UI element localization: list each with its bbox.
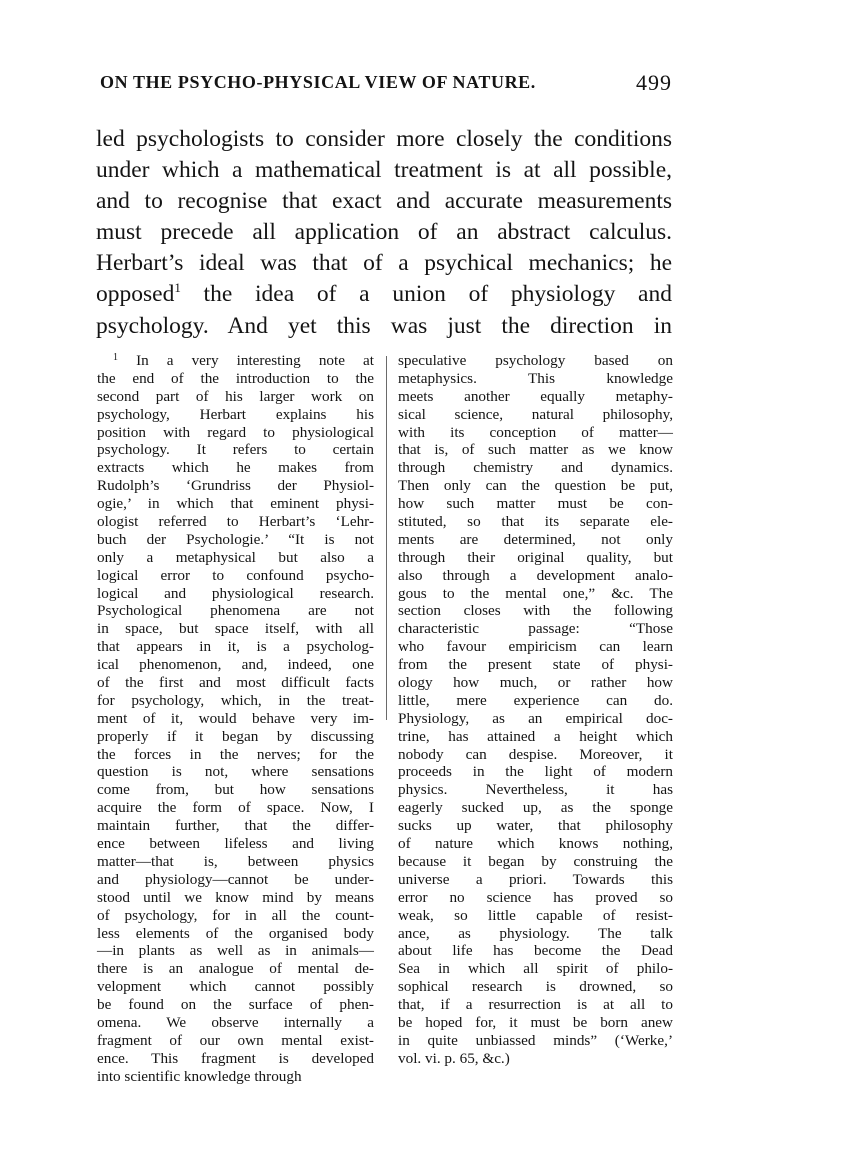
footnote-line: eagerly sucked up, as the sponge <box>398 799 673 817</box>
running-header <box>100 72 672 102</box>
footnote-line: ance, as physiology. The talk <box>398 924 673 942</box>
footnote-line: into scientific knowledge through <box>97 1067 302 1085</box>
footnote-line: weak, so little capable of resist- <box>398 906 673 924</box>
footnote-line: sucks up water, that philosophy <box>398 817 673 835</box>
footnote-line: that appears in it, is a psycholog- <box>97 638 374 656</box>
footnote-line: ology how much, or rather how <box>398 674 673 692</box>
footnote-line: omena. We observe internally a <box>97 1013 374 1031</box>
footnote-line: matter—that is, between physics <box>97 852 374 870</box>
footnote-line: come from, but how sensations <box>97 781 374 799</box>
footnote-line: question is not, where sensations <box>97 763 374 781</box>
footnote-line: in quite unbiassed minds” (‘Werke,’ <box>398 1031 673 1049</box>
footnote-right-column <box>398 352 673 1068</box>
footnote-line: Then only can the question be put, <box>398 477 673 495</box>
footnote-line: from the present state of physi- <box>398 656 673 674</box>
footnote-line: Sea in which all spirit of philo- <box>398 960 673 978</box>
footnote-line: universe a priori. Towards this <box>398 870 673 888</box>
footnote-line: Physiology, as an empirical doc- <box>398 709 673 727</box>
footnote-line: vol. vi. p. 65, &c.) <box>398 1049 510 1067</box>
footnote-line: there is an analogue of mental de- <box>97 960 374 978</box>
footnote-line: the end of the introduction to the <box>97 369 374 387</box>
footnote-line: of psychology, for in all the count- <box>97 906 374 924</box>
footnote-line: physics. Nevertheless, it has <box>398 781 673 799</box>
footnote-line: the forces in the nerves; for the <box>97 745 374 763</box>
footnote-line: stituted, so that its separate ele- <box>398 513 673 531</box>
body-line: and to recognise that exact and accurate measurements <box>96 188 672 215</box>
body-line: led psychologists to consider more closely the conditions <box>96 126 672 152</box>
footnote-line: about life has become the Dead <box>398 942 673 960</box>
footnote-line: Psychological phenomena are not <box>97 602 374 620</box>
footnote-line: ments are determined, not only <box>398 530 673 548</box>
footnote-line: nobody can despise. Moreover, it <box>398 745 673 763</box>
footnote-line: through their original quality, but <box>398 548 673 566</box>
body-line: under which a mathematical treatment is at all possible, <box>96 157 672 184</box>
footnote-line: only a metaphysical but also a <box>97 548 374 566</box>
body-line-start: opposed <box>96 281 175 308</box>
footnote-line: properly if it began by discussing <box>97 727 374 745</box>
footnote-line: gous to the mental one,” &c. The <box>398 584 673 602</box>
footnote-line: with its conception of matter— <box>398 423 673 441</box>
footnote-line: section closes with the following <box>398 602 673 620</box>
footnote-left-column <box>97 352 374 1086</box>
footnote-line: of nature which knows nothing, <box>398 835 673 853</box>
column-divider <box>386 356 387 720</box>
footnote-block <box>97 352 673 1085</box>
running-title: ON THE PSYCHO-PHYSICAL VIEW OF NATURE. <box>100 72 536 92</box>
footnote-line: proceeds in the light of modern <box>398 763 673 781</box>
footnote-line: error no science has proved so <box>398 888 673 906</box>
footnote-line: trine, has attained a height which <box>398 727 673 745</box>
footnote-line: acquire the form of space. Now, I <box>97 799 374 817</box>
footnote-line: buch der Psychologie.’ “It is not <box>97 530 374 548</box>
body-line-with-footnote-ref <box>96 279 672 310</box>
footnote-line: psychology. It refers to certain <box>97 441 374 459</box>
footnote-line: —in plants as well as in animals— <box>97 942 374 960</box>
footnote-line: ence between lifeless and living <box>97 835 374 853</box>
footnote-line: sophical research is drowned, so <box>398 978 673 996</box>
footnote-line: extracts which he makes from <box>97 459 374 477</box>
footnote-line: ence. This fragment is developed <box>97 1049 374 1067</box>
footnote-line: ogie,’ in which that eminent physi- <box>97 495 374 513</box>
footnote-line: ical phenomenon, and, indeed, one <box>97 656 374 674</box>
body-line: must precede all application of an abstract calculus. <box>96 219 672 246</box>
footnote-line: stood until we know mind by means <box>97 888 374 906</box>
footnote-line: velopment which cannot possibly <box>97 978 374 996</box>
body-line-end: the idea of a union of physiology and <box>180 281 672 308</box>
footnote-line: that, if a resurrection is at all to <box>398 996 673 1014</box>
footnote-line: that is, of such matter as we know <box>398 441 673 459</box>
footnote-line: be found on the surface of phen- <box>97 996 374 1014</box>
footnote-line: metaphysics. This knowledge <box>398 369 673 387</box>
footnote-line: for psychology, which, in the treat- <box>97 691 374 709</box>
footnote-line: sical science, natural philosophy, <box>398 405 673 423</box>
footnote-line: less elements of the organised body <box>97 924 374 942</box>
footnote-line: who favour empiricism can learn <box>398 638 673 656</box>
footnote-line: second part of his larger work on <box>97 387 374 405</box>
footnote-line: be hoped for, it must be born anew <box>398 1013 673 1031</box>
footnote-line: maintain further, that the differ- <box>97 817 374 835</box>
footnote-line: In a very interesting note at <box>118 352 374 369</box>
footnote-line: ment of it, would behave very im- <box>97 709 374 727</box>
page-number: 499 <box>636 70 672 95</box>
footnote-marker: 1 <box>113 352 118 363</box>
footnote-line: how such matter must be con- <box>398 495 673 513</box>
footnote-line: logical error to confound psycho- <box>97 566 374 584</box>
footnote-line: speculative psychology based on <box>398 352 673 369</box>
footnote-line: also through a development analo- <box>398 566 673 584</box>
footnote-line: characteristic passage: “Those <box>398 620 673 638</box>
footnote-line: ologist referred to Herbart’s ‘Lehr- <box>97 513 374 531</box>
body-line: Herbart’s ideal was that of a psychical mechanics; he <box>96 250 672 277</box>
footnote-line: Rudolph’s ‘Grundriss der Physiol- <box>97 477 374 495</box>
body-line: psychology. And yet this was just the direction in <box>96 312 672 339</box>
footnote-line: little, mere experience can do. <box>398 691 673 709</box>
footnote-first-line <box>97 352 374 370</box>
footnote-line: and physiology—cannot be under- <box>97 870 374 888</box>
footnote-line: in space, but space itself, with all <box>97 620 374 638</box>
footnote-line: because it began by construing the <box>398 852 673 870</box>
footnote-line: meets another equally metaphy- <box>398 387 673 405</box>
footnote-line: position with regard to physiological <box>97 423 374 441</box>
footnote-line: fragment of our own mental exist- <box>97 1031 374 1049</box>
footnote-line: through chemistry and dynamics. <box>398 459 673 477</box>
footnote-line: psychology, Herbart explains his <box>97 405 374 423</box>
main-body-text <box>96 124 672 342</box>
footnote-line: logical and physiological research. <box>97 584 374 602</box>
footnote-reference[interactable]: 1 <box>174 280 181 296</box>
footnote-line: of the first and most difficult facts <box>97 674 374 692</box>
